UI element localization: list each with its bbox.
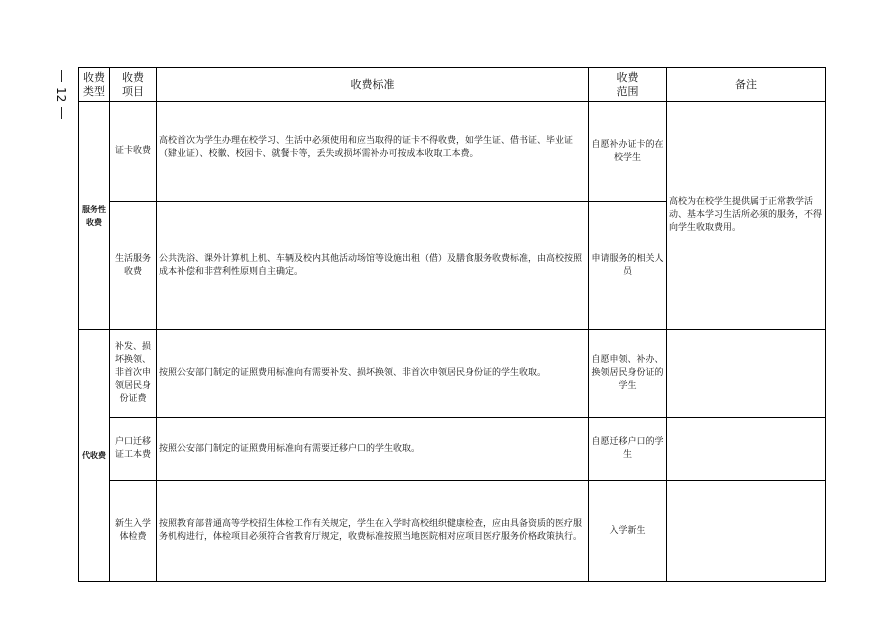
fee-scope: 入学新生 <box>589 481 667 582</box>
fee-scope: 自愿申领、补办、换领居民身份证的学生 <box>589 330 667 418</box>
table-row <box>79 481 826 582</box>
page-number-marker <box>49 70 73 119</box>
fee-item: 生活服务收费 <box>110 202 157 330</box>
fee-scope: 申请服务的相关人员 <box>589 202 667 330</box>
fee-type-service: 服务性 收费 <box>79 102 110 330</box>
fee-standard: 公共洗浴、课外计算机上机、车辆及校内其他活动场馆等设施出租（借）及膳食服务收费标准，由高校按照成本补偿和非营利性原则自主确定。 <box>157 202 589 330</box>
header-fee-item: 收费 项目 <box>110 68 157 102</box>
fee-standard: 按照教育部普通高等学校招生体检工作有关规定，学生在入学时高校组织健康检查，应由具备资质的医疗服务机构进行，体检项目必须符合省教育厅规定，收费标准按照当地医院相对应项目医疗服务价格政策执行。 <box>157 481 589 582</box>
fee-note <box>667 481 826 582</box>
fee-item: 补发、损坏换领、非首次申领居民身份证费 <box>110 330 157 418</box>
fee-scope: 自愿迁移户口的学生 <box>589 418 667 481</box>
header-fee-scope: 收费 范围 <box>589 68 667 102</box>
fee-standard: 按照公安部门制定的证照费用标准向有需要迁移户口的学生收取。 <box>157 418 589 481</box>
table-row <box>79 102 826 202</box>
table-header-row <box>79 68 826 102</box>
fee-type-collection: 代收费 <box>79 330 110 582</box>
page-number-dash-top <box>61 70 62 82</box>
fee-standard: 按照公安部门制定的证照费用标准向有需要补发、损坏换领、非首次申领居民身份证的学生收取。 <box>157 330 589 418</box>
fee-note: 高校为在校学生提供属于正常教学活动、基本学习生活所必须的服务，不得向学生收取费用。 <box>667 102 826 330</box>
fee-item: 证卡收费 <box>110 102 157 202</box>
header-fee-type: 收费 类型 <box>79 68 110 102</box>
fee-standard: 高校首次为学生办理在校学习、生活中必须使用和应当取得的证卡不得收费，如学生证、借书证、毕业证（肄业证）、校徽、校园卡、就餐卡等，丢失或损坏需补办可按成本收取工本费。 <box>157 102 589 202</box>
header-fee-standard: 收费标准 <box>157 68 589 102</box>
fee-item: 新生入学体检费 <box>110 481 157 582</box>
page-number-dash-bottom <box>61 107 62 119</box>
fee-note <box>667 418 826 481</box>
fee-standards-table <box>78 67 826 582</box>
header-note: 备注 <box>667 68 826 102</box>
table-row <box>79 418 826 481</box>
page-number: 12 <box>54 87 68 103</box>
fee-item: 户口迁移证工本费 <box>110 418 157 481</box>
fee-note <box>667 330 826 418</box>
fee-scope: 自愿补办证卡的在校学生 <box>589 102 667 202</box>
table-row <box>79 330 826 418</box>
